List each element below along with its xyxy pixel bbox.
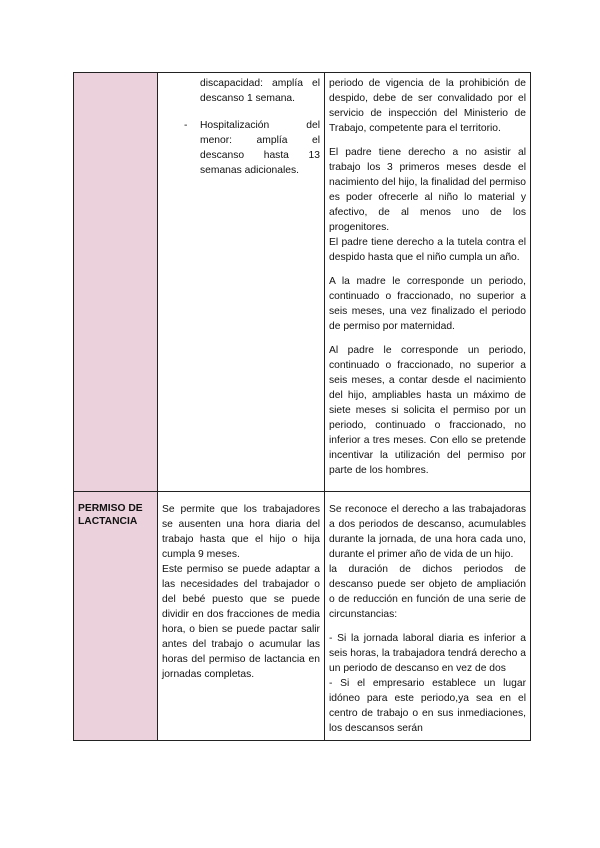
permissions-table	[73, 72, 531, 741]
paragraph: A la madre le corresponde un periodo, continuado o fraccionado, no superior a seis meses, una vez finalizado el periodo de permiso por maternidad.	[329, 276, 526, 332]
paragraph: Se reconoce el derecho a las trabajadoras a dos periodos de descanso, acumulables durante la jornada, de una hora cada uno, durante el primer año de vida de un hijo.	[329, 504, 526, 560]
list-item-text: Hospitalización del menor: amplía el descanso hasta 13 semanas adicionales.	[200, 120, 320, 176]
paragraph: Este permiso se puede adaptar a las necesidades del trabajador o del bebé puesto que se puede dividir en dos fracciones de media hora, o bien se puede pactar salir antes del trabajo o acumular las horas del permiso de lactancia en jornadas completas.	[162, 564, 320, 680]
description-cell	[158, 73, 325, 492]
paragraph: - Si la jornada laboral diaria es inferior a seis horas, la trabajadora tendrá derecho a un periodo de descanso en vez de dos	[329, 633, 526, 674]
paragraph: la duración de dichos periodos de descanso puede ser objeto de ampliación o de reducción en función de una serie de circunstancias:	[329, 564, 526, 620]
paragraph: - Si el empresario establece un lugar idóneo para este periodo,ya sea en el centro de trabajo o en sus inmediaciones, los descansos serán	[329, 678, 526, 734]
table-row	[74, 73, 531, 492]
paragraph: Al padre le corresponde un periodo, continuado o fraccionado, no superior a seis meses, a contar desde el nacimiento del hijo, ampliables hasta un máximo de siete meses si solicita el permiso por un periodo, continuado o fraccionado, no inferior a tres meses. Con ello se pretende incentivar la utilización del permiso por parte de los hombres.	[329, 345, 526, 476]
paragraph: El padre tiene derecho a no asistir al trabajo los 3 primeros meses desde el nacimiento del hijo, la finalidad del permiso es poder ofrecerle al niño lo material y afectivo, de al menos uno de los progenitores.	[329, 147, 526, 233]
paragraph: Se permite que los trabajadores se ausenten una hora diaria del trabajo hasta que el hijo o hija cumpla 9 meses.	[162, 504, 320, 560]
detail-cell	[325, 73, 531, 492]
paragraph: El padre tiene derecho a la tutela contra el despido hasta que el niño cumpla un año.	[329, 237, 526, 263]
table-row	[74, 492, 531, 741]
list-item	[162, 118, 320, 178]
detail-cell	[325, 492, 531, 741]
paragraph: periodo de vigencia de la prohibición de despido, debe de ser convalidado por el servicio de inspección del Ministerio de Trabajo, competente para el territorio.	[329, 78, 526, 134]
row-heading-cell	[74, 73, 158, 492]
description-cell	[158, 492, 325, 741]
row-heading: PERMISO DE LACTANCIA	[78, 503, 143, 527]
continuation-text: discapacidad: amplía el descanso 1 semana.	[200, 78, 320, 104]
row-heading-cell	[74, 492, 158, 741]
bullet-dash: -	[184, 120, 188, 131]
